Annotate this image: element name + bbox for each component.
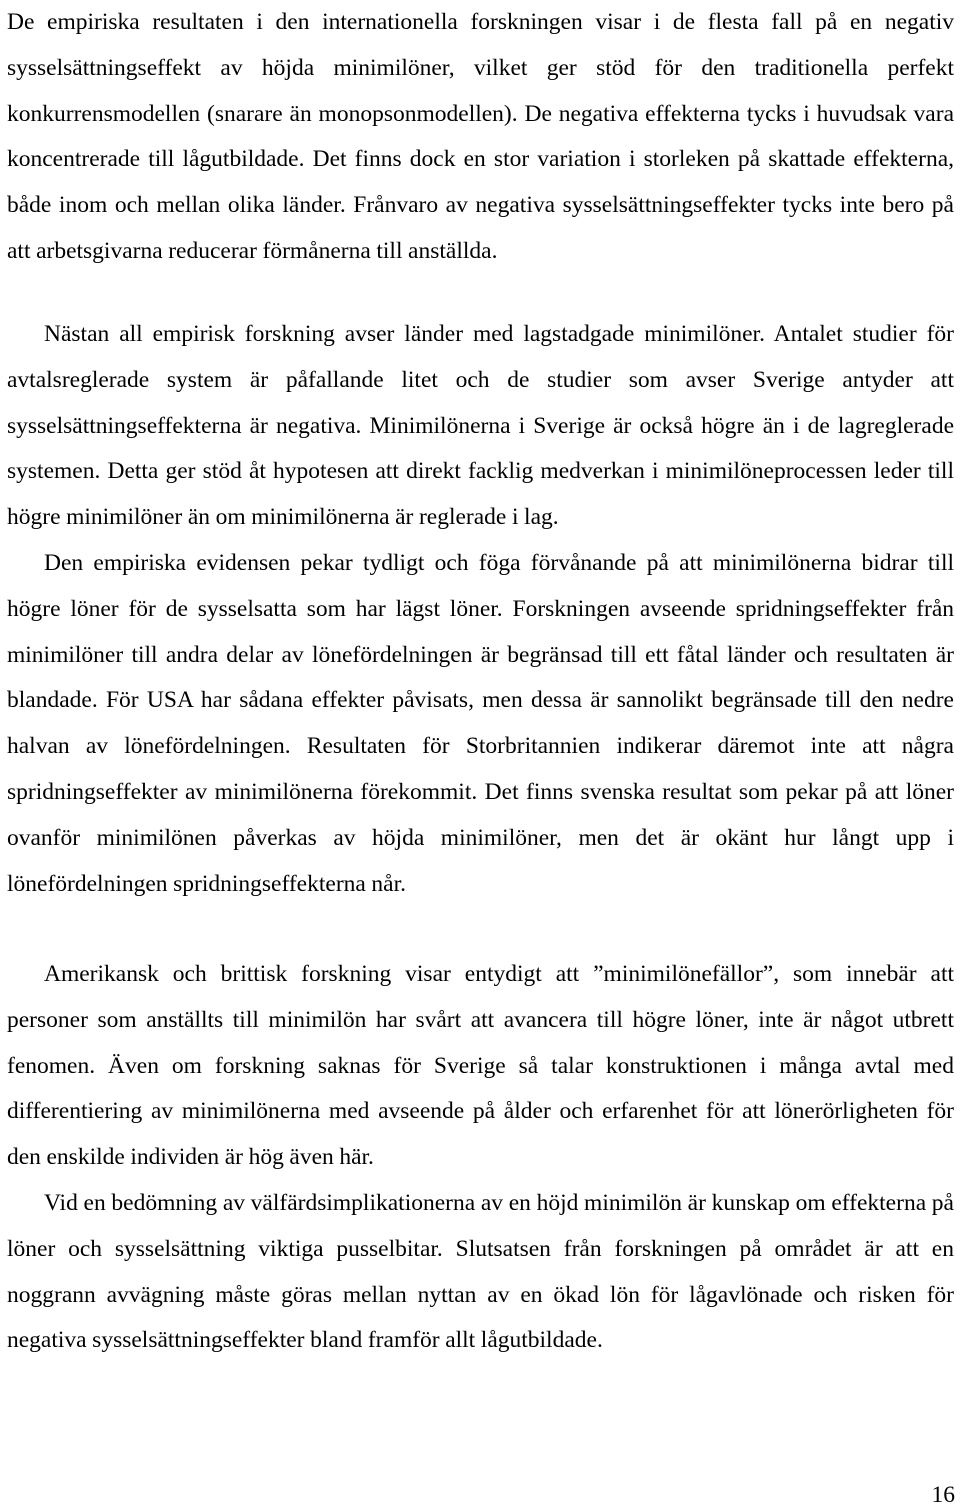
paragraph-4: Amerikansk och brittisk forskning visar entydigt att ”minimilönefällor”, som innebär att personer som anställts till minimilön har svårt att avancera till högre löner, inte är något utbrett fenomen. Även om forskning saknas för Sverige så talar konstruktionen i många avtal med differentiering av minimilönerna med avseende på ålder och erfarenhet för att lönerörligheten för den enskilde individen är hög även här.: [7, 961, 954, 1171]
page-number: 16: [931, 1482, 955, 1508]
paragraph-2: Nästan all empirisk forskning avser länder med lagstadgade minimilöner. Antalet studier för avtalsreglerade system är påfallande litet och de studier som avser Sverige antyder att sysselsättningseffekterna är negativa. Minimilönerna i Sverige är också högre än i de lagreglerade systemen. Detta ger stöd åt hypotesen att direkt facklig medverkan i minimilöneprocessen leder till högre minimilöner än om minimilönerna är reglerade i lag.: [7, 321, 954, 531]
paragraph-3: Den empiriska evidensen pekar tydligt och föga förvånande på att minimilönerna bidrar till högre löner för de sysselsatta som har lägst löner. Forskningen avseende spridningseffekter från minimilöner till andra delar av lönefördelningen är begränsad till ett fåtal länder och resultaten är blandade. För USA har sådana effekter påvisats, men dessa är sannolikt begränsade till den nedre halvan av lönefördelningen. Resultaten för Storbritannien indikerar däremot inte att några spridningseffekter av minimilönerna förekommit. Det finns svenska resultat som pekar på att löner ovanför minimilönen påverkas av höjda minimilöner, men det är okänt hur långt upp i lönefördelningen spridningseffekterna når.: [7, 550, 954, 897]
paragraph-5: Vid en bedömning av välfärdsimplikationerna av en höjd minimilön är kunskap om effekterna på löner och sysselsättning viktiga pusselbitar. Slutsatsen från forskningen på området är att en noggrann avvägning måste göras mellan nyttan av en ökad lön för lågavlönade och risken för negativa sysselsättningseffekter bland framför allt lågutbildade.: [7, 1190, 954, 1354]
paragraph-1: De empiriska resultaten i den internationella forskningen visar i de flesta fall på en negativ sysselsättningseffekt av höjda minimilöner, vilket ger stöd för den traditionella perfekt konkurrensmodellen (snarare än monopsonmodellen). De negativa effekterna tycks i huvudsak vara koncentrerade till lågutbildade. Det finns dock en stor variation i storleken på skattade effekterna, både inom och mellan olika länder. Frånvaro av negativa sysselsättningseffekter tycks inte bero på att arbetsgivarna reducerar förmånerna till anställda.: [7, 9, 954, 264]
